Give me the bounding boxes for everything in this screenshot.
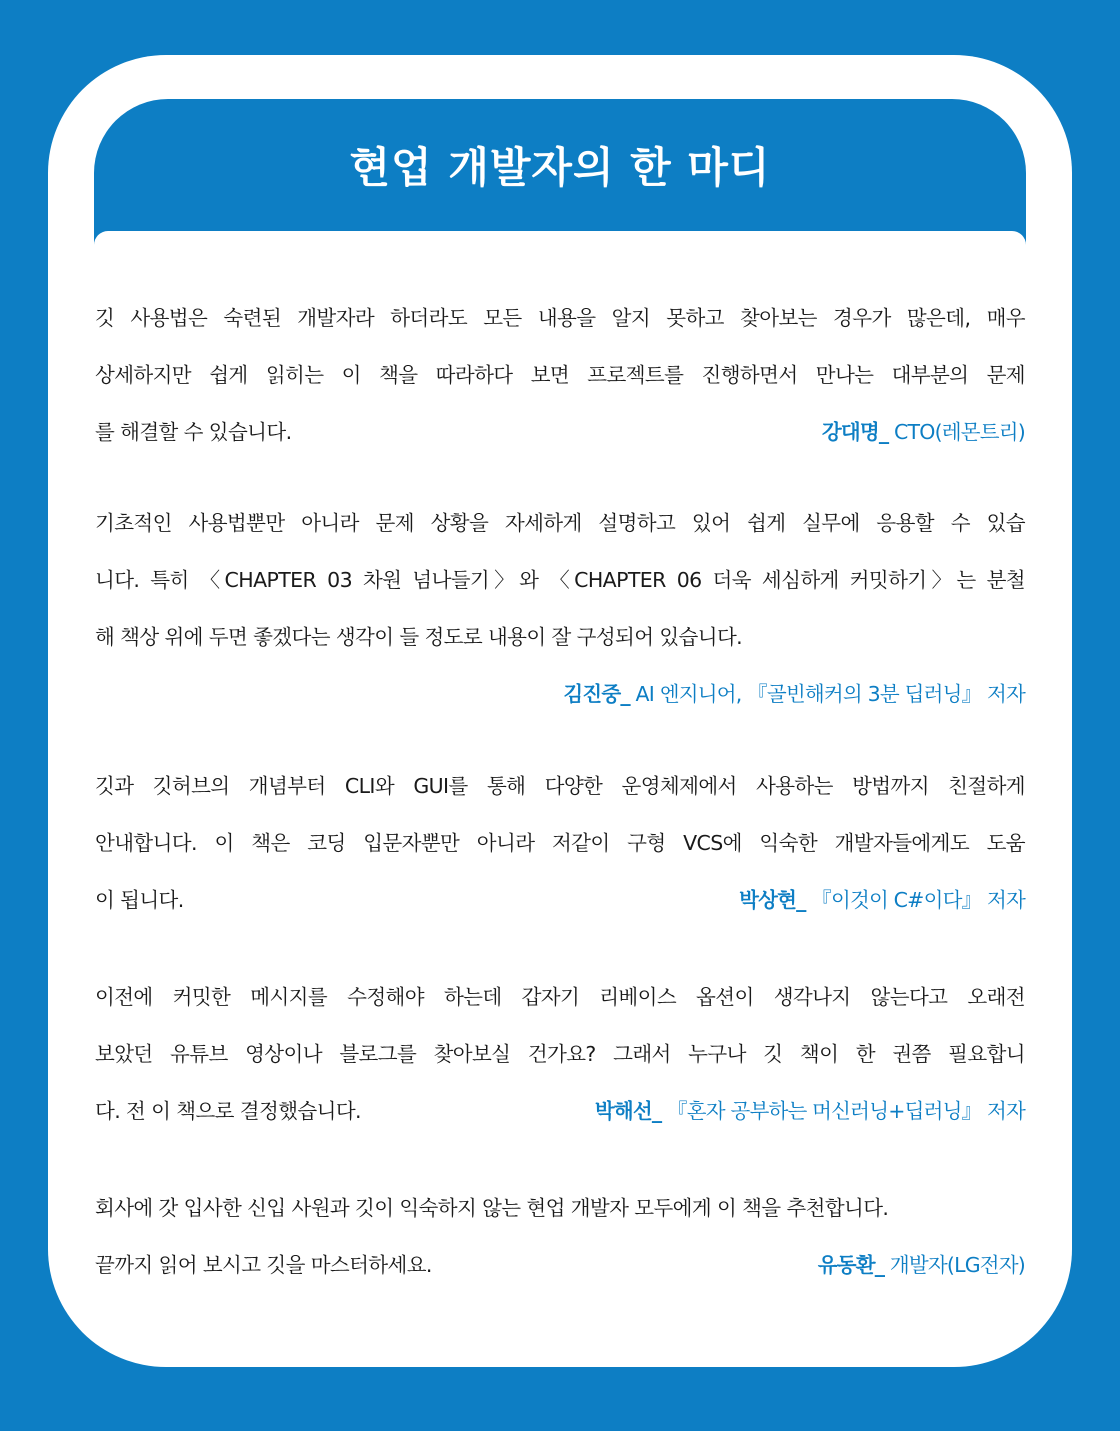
review-text-line: 보았던 유튜브 영상이나 블로그를 찾아보실 건가요? 그래서 누구나 깃 책이 한 권쯤 필요합니 (95, 1042, 1025, 1066)
title-banner (94, 99, 1026, 245)
review-text-line: 깃과 깃허브의 개념부터 CLI와 GUI를 통해 다양한 운영체제에서 사용하는 방법까지 친절하게 (95, 774, 1025, 798)
reviewer-signature (739, 874, 1025, 926)
reviewer-role: 『혼자 공부하는 머신러닝+딥러닝』 저자 (661, 1099, 1025, 1123)
reviewer-signature (595, 1085, 1025, 1137)
review-text-line: 해 책상 위에 두면 좋겠다는 생각이 들 정도로 내용이 잘 구성되어 있습니다. (95, 625, 743, 649)
reviewer-role: AI 엔지니어, 『골빈해커의 3분 딥러닝』 저자 (629, 682, 1025, 706)
reviewer-role: 『이것이 C#이다』 저자 (805, 888, 1025, 912)
review-text-line: 회사에 갓 입사한 신입 사원과 깃이 익숙하지 않는 현업 개발자 모두에게 이 책을 추천합니다. (95, 1196, 889, 1220)
reviewer-name: 박상현_ (739, 888, 806, 912)
review-text-line (95, 1085, 1025, 1142)
review-text-line: 상세하지만 쉽게 읽히는 이 책을 따라하다 보면 프로젝트를 진행하면서 만나는 대부분의 문제 (95, 363, 1025, 387)
reviewer-signature (563, 682, 1025, 706)
reviewer-name: 유동환_ (817, 1253, 885, 1277)
review-text-line (95, 1239, 1025, 1296)
review-text-line-end: 다. 전 이 책으로 결정했습니다. (95, 1099, 361, 1123)
reviewer-name: 김진중_ (563, 682, 630, 706)
review-text-line-end: 를 해결할 수 있습니다. (95, 420, 292, 444)
review-kim (95, 497, 1025, 725)
review-text-line: 니다. 특히 〈CHAPTER 03 차원 넘나들기〉와 〈CHAPTER 06 더욱 세심하게 커밋하기〉는 분철 (95, 568, 1025, 592)
review-yu (95, 1182, 1025, 1296)
review-text-line: 기초적인 사용법뿐만 아니라 문제 상황을 자세하게 설명하고 있어 쉽게 실무에 응용할 수 있습 (95, 511, 1025, 535)
reviewer-signature (818, 1239, 1025, 1291)
review-text-line (95, 406, 1025, 463)
review-text-line: 이전에 커밋한 메시지를 수정해야 하는데 갑자기 리베이스 옵션이 생각나지 않는다고 오래전 (95, 985, 1025, 1009)
review-park-sanghyun (95, 760, 1025, 931)
page-title: 현업 개발자의 한 마디 (349, 143, 771, 192)
banner-divider (94, 231, 1026, 245)
review-text-line-end: 이 됩니다. (95, 888, 184, 912)
reviewer-name: 강대명_ (821, 420, 889, 444)
review-text-line: 안내합니다. 이 책은 코딩 입문자뿐만 아니라 저같이 구형 VCS에 익숙한 개발자들에게도 도움 (95, 831, 1025, 855)
reviewer-name: 박해선_ (594, 1099, 662, 1123)
reviewer-role: 개발자(LG전자) (884, 1253, 1025, 1277)
reviewer-signature (822, 406, 1025, 458)
reviewer-signature-line (95, 668, 1025, 725)
review-kang (95, 292, 1025, 463)
review-text-line: 깃 사용법은 숙련된 개발자라 하더라도 모든 내용을 알지 못하고 찾아보는 경우가 많은데, 매우 (95, 306, 1025, 330)
review-text-line (95, 874, 1025, 931)
review-park-haesun (95, 971, 1025, 1142)
review-text-line-end: 끝까지 읽어 보시고 깃을 마스터하세요. (95, 1253, 432, 1277)
reviewer-role: CTO(레몬트리) (888, 420, 1025, 444)
